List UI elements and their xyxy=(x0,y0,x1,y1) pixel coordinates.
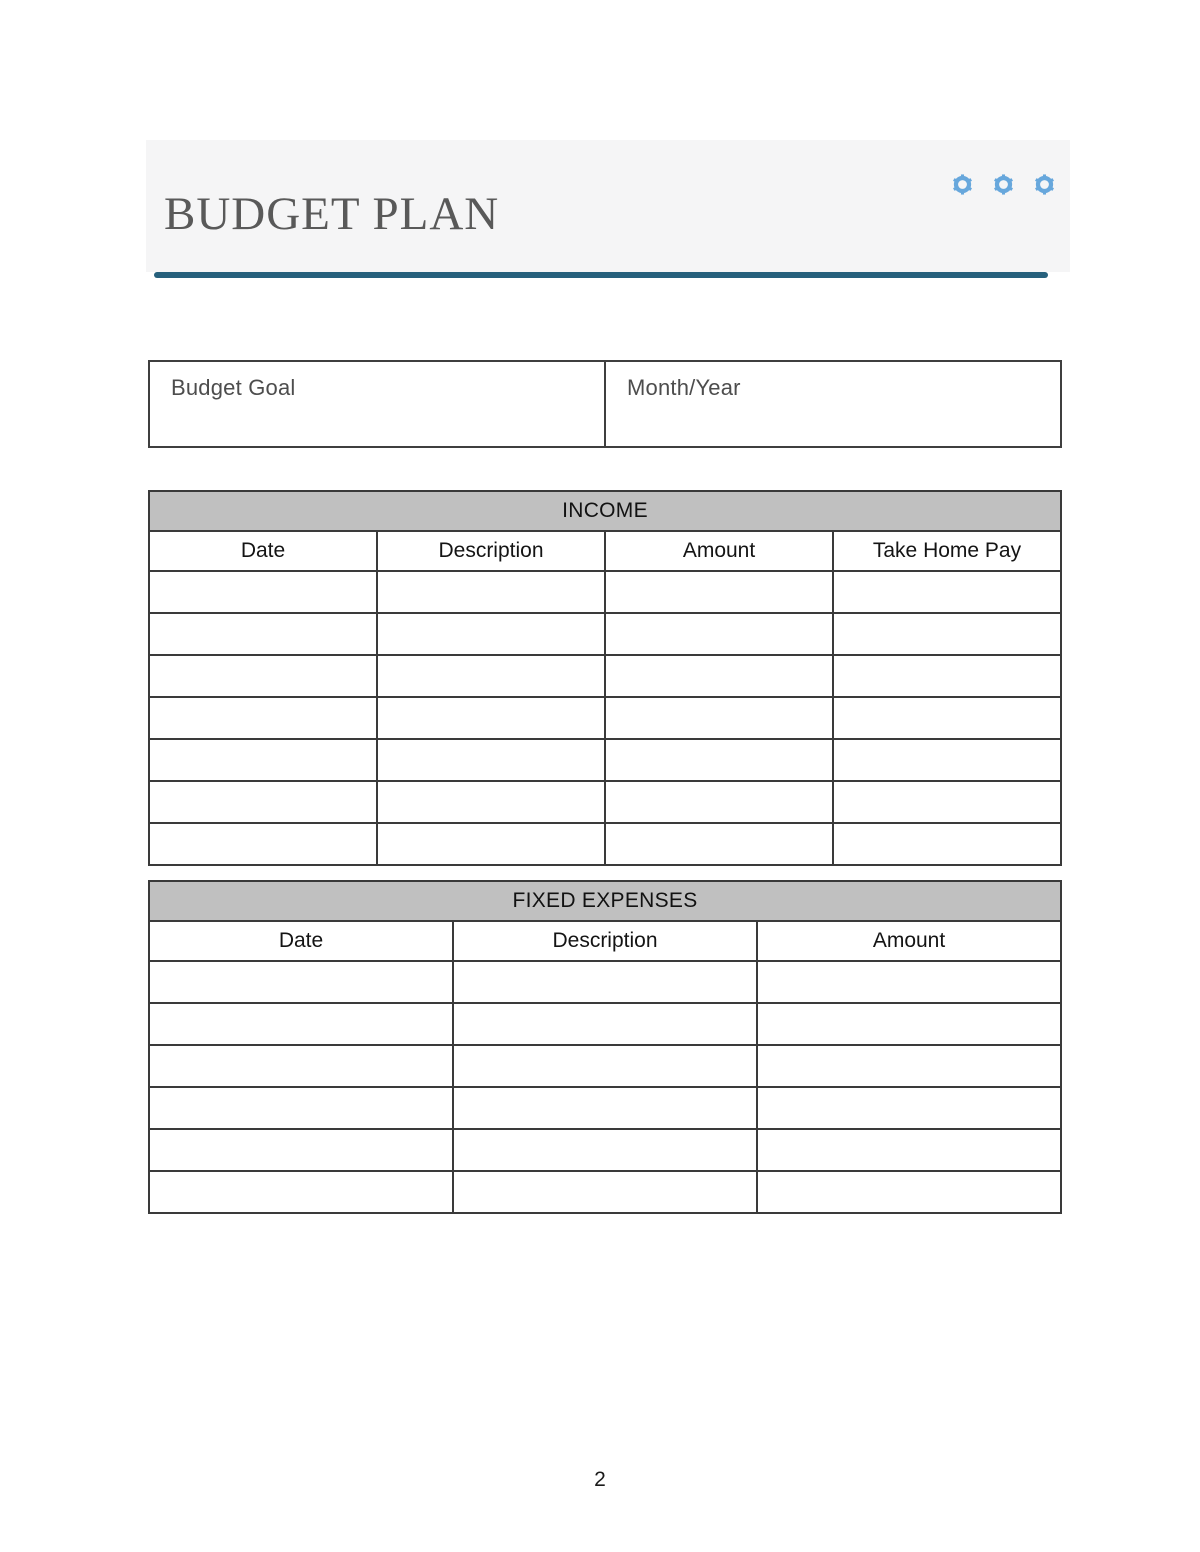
fixed-expenses-table xyxy=(148,880,1062,1214)
empty-cell[interactable] xyxy=(149,781,377,823)
empty-cell[interactable] xyxy=(149,823,377,865)
empty-cell[interactable] xyxy=(833,655,1061,697)
income-col-description: Description xyxy=(377,531,605,571)
empty-cell[interactable] xyxy=(149,739,377,781)
month-year-field[interactable] xyxy=(604,362,1060,446)
header-icons xyxy=(951,173,1056,196)
empty-cell[interactable] xyxy=(377,571,605,613)
table-row xyxy=(149,655,1061,697)
empty-cell[interactable] xyxy=(377,739,605,781)
empty-cell[interactable] xyxy=(149,1087,453,1129)
empty-cell[interactable] xyxy=(149,1171,453,1213)
empty-cell[interactable] xyxy=(605,823,833,865)
empty-cell[interactable] xyxy=(453,1087,757,1129)
empty-cell[interactable] xyxy=(833,571,1061,613)
empty-cell[interactable] xyxy=(377,697,605,739)
empty-cell[interactable] xyxy=(377,781,605,823)
income-table-body xyxy=(149,571,1061,865)
gear-icon xyxy=(992,173,1015,196)
info-box xyxy=(148,360,1062,448)
title-underline xyxy=(154,272,1048,278)
empty-cell[interactable] xyxy=(453,1045,757,1087)
empty-cell[interactable] xyxy=(149,1045,453,1087)
income-table-title: INCOME xyxy=(149,491,1061,531)
empty-cell[interactable] xyxy=(149,655,377,697)
empty-cell[interactable] xyxy=(605,781,833,823)
empty-cell[interactable] xyxy=(377,655,605,697)
gear-icon xyxy=(1033,173,1056,196)
expenses-col-description: Description xyxy=(453,921,757,961)
expenses-col-date: Date xyxy=(149,921,453,961)
empty-cell[interactable] xyxy=(757,961,1061,1003)
fixed-expenses-table-title: FIXED EXPENSES xyxy=(149,881,1061,921)
empty-cell[interactable] xyxy=(149,697,377,739)
table-row xyxy=(149,781,1061,823)
empty-cell[interactable] xyxy=(149,571,377,613)
empty-cell[interactable] xyxy=(453,1171,757,1213)
table-row xyxy=(149,961,1061,1003)
table-row xyxy=(149,697,1061,739)
empty-cell[interactable] xyxy=(453,1129,757,1171)
empty-cell[interactable] xyxy=(453,961,757,1003)
empty-cell[interactable] xyxy=(149,961,453,1003)
empty-cell[interactable] xyxy=(833,613,1061,655)
empty-cell[interactable] xyxy=(757,1087,1061,1129)
empty-cell[interactable] xyxy=(757,1045,1061,1087)
empty-cell[interactable] xyxy=(605,739,833,781)
table-row xyxy=(149,823,1061,865)
expenses-col-amount: Amount xyxy=(757,921,1061,961)
empty-cell[interactable] xyxy=(833,697,1061,739)
gear-icon xyxy=(951,173,974,196)
empty-cell[interactable] xyxy=(377,613,605,655)
empty-cell[interactable] xyxy=(377,823,605,865)
income-table xyxy=(148,490,1062,866)
empty-cell[interactable] xyxy=(833,823,1061,865)
empty-cell[interactable] xyxy=(605,571,833,613)
page-header xyxy=(146,140,1070,272)
empty-cell[interactable] xyxy=(605,613,833,655)
budget-goal-field[interactable] xyxy=(150,362,604,446)
empty-cell[interactable] xyxy=(149,1003,453,1045)
table-row xyxy=(149,1171,1061,1213)
income-col-amount: Amount xyxy=(605,531,833,571)
table-row xyxy=(149,1129,1061,1171)
empty-cell[interactable] xyxy=(757,1129,1061,1171)
page-title: BUDGET PLAN xyxy=(164,188,500,240)
empty-cell[interactable] xyxy=(149,1129,453,1171)
income-col-date: Date xyxy=(149,531,377,571)
empty-cell[interactable] xyxy=(757,1003,1061,1045)
table-row xyxy=(149,1003,1061,1045)
empty-cell[interactable] xyxy=(453,1003,757,1045)
empty-cell[interactable] xyxy=(833,781,1061,823)
empty-cell[interactable] xyxy=(605,655,833,697)
income-col-take-home-pay: Take Home Pay xyxy=(833,531,1061,571)
month-year-label: Month/Year xyxy=(627,375,741,400)
table-row xyxy=(149,571,1061,613)
fixed-expenses-table-body xyxy=(149,961,1061,1213)
table-row xyxy=(149,739,1061,781)
empty-cell[interactable] xyxy=(757,1171,1061,1213)
empty-cell[interactable] xyxy=(149,613,377,655)
empty-cell[interactable] xyxy=(605,697,833,739)
table-row xyxy=(149,1087,1061,1129)
table-row xyxy=(149,1045,1061,1087)
budget-goal-label: Budget Goal xyxy=(171,375,296,400)
empty-cell[interactable] xyxy=(833,739,1061,781)
page-number: 2 xyxy=(594,1468,606,1491)
table-row xyxy=(149,613,1061,655)
